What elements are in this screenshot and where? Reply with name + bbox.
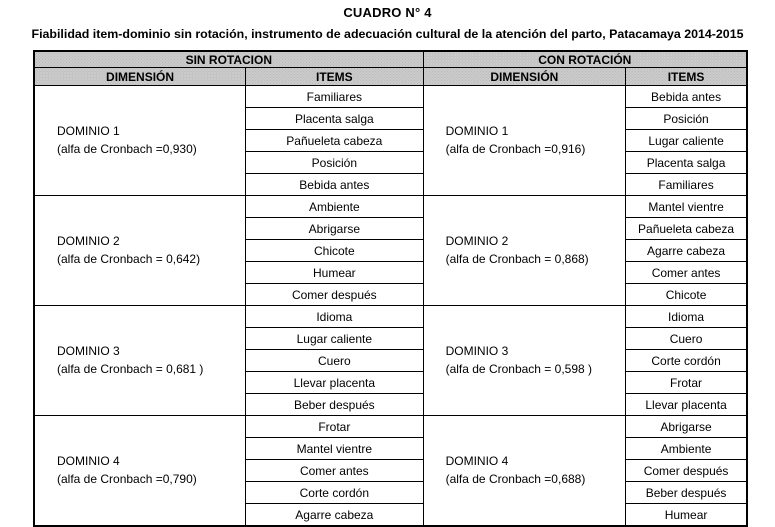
domain-name: DOMINIO 4 [445, 454, 509, 469]
item-cell-con: Cuero [626, 328, 747, 350]
section-header-con-rotacion: CON ROTACIÓN [423, 51, 747, 68]
domain-name: DOMINIO 4 [57, 454, 120, 469]
dimension-cell-sin [34, 86, 246, 196]
item-cell-con: Bebida antes [626, 86, 747, 108]
table-row [34, 306, 747, 328]
item-cell-sin: Pañueleta cabeza [246, 130, 424, 152]
item-cell-con: Comer antes [626, 262, 747, 284]
item-cell-con: Familiares [626, 174, 747, 196]
item-cell-con: Mantel vientre [626, 196, 747, 218]
item-cell-con: Pañueleta cabeza [626, 218, 747, 240]
dimension-cell-sin [34, 196, 246, 306]
item-cell-sin: Humear [246, 262, 424, 284]
cronbach-alpha: (alfa de Cronbach =0,930) [57, 141, 197, 156]
item-cell-con: Comer después [626, 460, 747, 482]
item-cell-sin: Ambiente [246, 196, 424, 218]
domain-name: DOMINIO 1 [445, 124, 509, 139]
item-cell-con: Agarre cabeza [626, 240, 747, 262]
dimension-cell-sin [34, 306, 246, 416]
domain-name: DOMINIO 3 [57, 344, 120, 359]
item-cell-sin: Agarre cabeza [246, 504, 424, 527]
column-header-row [34, 68, 747, 86]
item-cell-con: Humear [626, 504, 747, 527]
cronbach-alpha: (alfa de Cronbach =0,916) [445, 141, 586, 156]
item-cell-con: Beber después [626, 482, 747, 504]
item-cell-con: Chicote [626, 284, 747, 306]
item-cell-sin: Placenta salga [246, 108, 424, 130]
item-cell-sin: Idioma [246, 306, 424, 328]
item-cell-con: Abrigarse [626, 416, 747, 438]
cronbach-alpha: (alfa de Cronbach = 0,868) [445, 251, 589, 266]
domain-name: DOMINIO 1 [57, 124, 120, 139]
section-header-sin-rotacion: SIN ROTACION [34, 51, 423, 68]
dimension-cell-con [423, 416, 626, 527]
item-cell-con: Posición [626, 108, 747, 130]
item-cell-con: Ambiente [626, 438, 747, 460]
table-subtitle: Fiabilidad item-dominio sin rotación, instrumento de adecuación cultural de la atención del parto, Patacamaya 2014-2015 [31, 27, 744, 41]
item-cell-con: Corte cordón [626, 350, 747, 372]
cronbach-alpha: (alfa de Cronbach = 0,642) [57, 251, 201, 266]
item-cell-sin: Posición [246, 152, 424, 174]
section-header-row [34, 51, 747, 68]
domain-name: DOMINIO 2 [445, 234, 509, 249]
item-cell-sin: Abrigarse [246, 218, 424, 240]
table-title: CUADRO N° 4 [343, 5, 432, 20]
item-cell-sin: Llevar placenta [246, 372, 424, 394]
column-header-dimension-con: DIMENSIÓN [423, 68, 626, 86]
column-header-items-sin: ITEMS [246, 68, 424, 86]
dimension-cell-con [423, 86, 626, 196]
table-row [34, 196, 747, 218]
dimension-cell-con [423, 196, 626, 306]
item-cell-sin: Mantel vientre [246, 438, 424, 460]
cronbach-alpha: (alfa de Cronbach =0,688) [445, 471, 586, 486]
item-cell-sin: Comer antes [246, 460, 424, 482]
domain-name: DOMINIO 2 [57, 234, 120, 249]
item-cell-con: Placenta salga [626, 152, 747, 174]
reliability-table [33, 50, 748, 527]
item-cell-con: Lugar caliente [626, 130, 747, 152]
cronbach-alpha: (alfa de Cronbach = 0,598 ) [445, 361, 593, 376]
item-cell-sin: Lugar caliente [246, 328, 424, 350]
item-cell-sin: Cuero [246, 350, 424, 372]
item-cell-sin: Familiares [246, 86, 424, 108]
item-cell-con: Idioma [626, 306, 747, 328]
cronbach-alpha: (alfa de Cronbach = 0,681 ) [57, 361, 204, 376]
table-row [34, 86, 747, 108]
item-cell-sin: Beber después [246, 394, 424, 416]
item-cell-sin: Frotar [246, 416, 424, 438]
table-row [34, 416, 747, 438]
table-body [34, 86, 747, 527]
domain-name: DOMINIO 3 [445, 344, 509, 359]
dimension-cell-con [423, 306, 626, 416]
item-cell-sin: Comer después [246, 284, 424, 306]
column-header-dimension-sin: DIMENSIÓN [34, 68, 246, 86]
cronbach-alpha: (alfa de Cronbach =0,790) [57, 471, 197, 486]
item-cell-con: Frotar [626, 372, 747, 394]
column-header-items-con: ITEMS [626, 68, 747, 86]
item-cell-con: Llevar placenta [626, 394, 747, 416]
item-cell-sin: Corte cordón [246, 482, 424, 504]
item-cell-sin: Bebida antes [246, 174, 424, 196]
item-cell-sin: Chicote [246, 240, 424, 262]
dimension-cell-sin [34, 416, 246, 527]
